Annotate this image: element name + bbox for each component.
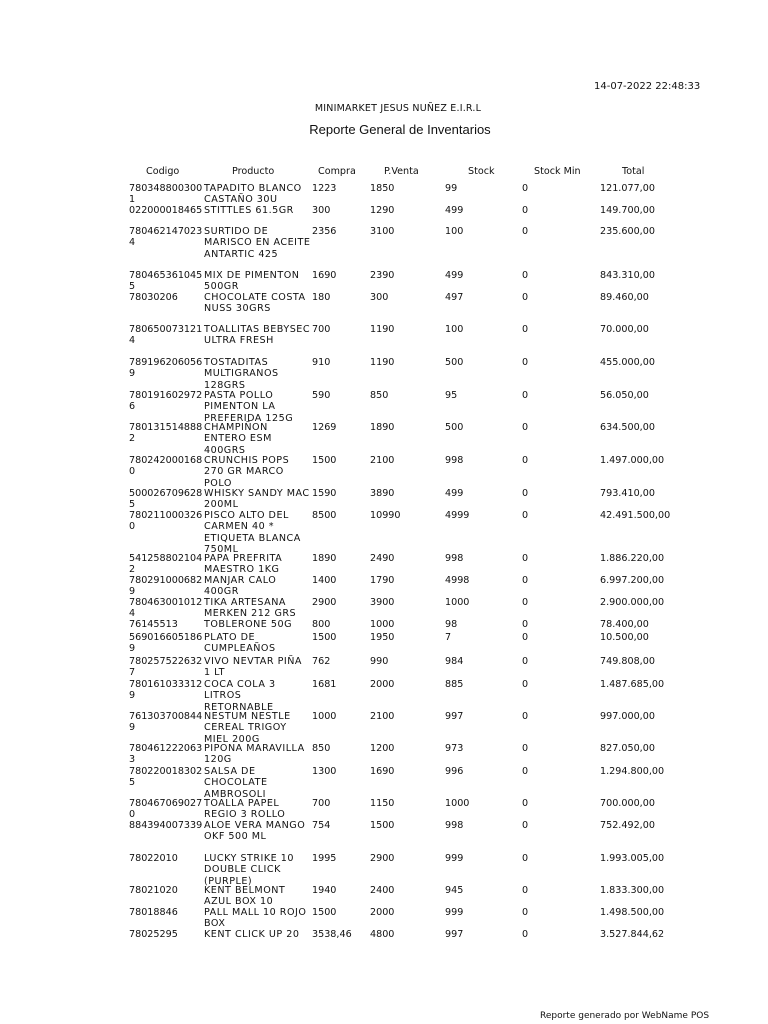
cell-stock-min: 0: [522, 820, 529, 831]
cell-producto: PIPONA MARAVILLA 120G: [204, 743, 305, 766]
cell-codigo: 780650073121 4: [129, 324, 203, 347]
cell-codigo: 780467069027 0: [129, 798, 203, 821]
cell-codigo: 780463001012 4: [129, 597, 203, 620]
cell-stock: 973: [445, 743, 464, 754]
report-title: Reporte General de Inventarios: [309, 122, 491, 137]
cell-compra: 1995: [312, 853, 337, 864]
cell-pventa: 2100: [370, 455, 395, 466]
cell-producto: TOSTADITAS MULTIGRANOS 128GRS: [204, 357, 279, 391]
cell-producto: TAPADITO BLANCO CASTAÑO 30U: [204, 183, 302, 206]
cell-codigo: 780291000682 9: [129, 575, 203, 598]
cell-stock-min: 0: [522, 270, 529, 281]
cell-stock: 1000: [445, 597, 470, 608]
cell-pventa: 3890: [370, 488, 395, 499]
cell-pventa: 1190: [370, 357, 395, 368]
cell-producto: KENT CLICK UP 20: [204, 929, 300, 940]
cell-producto: STITTLES 61.5GR: [204, 205, 294, 216]
cell-producto: TOALLA PAPEL REGIO 3 ROLLO: [204, 798, 286, 821]
cell-stock-min: 0: [522, 853, 529, 864]
cell-pventa: 850: [370, 390, 389, 401]
cell-total: 1.886.220,00: [600, 553, 665, 564]
cell-codigo: 780131514888 2: [129, 422, 203, 445]
cell-producto: WHISKY SANDY MAC 200ML: [204, 488, 310, 511]
cell-stock-min: 0: [522, 929, 529, 940]
cell-compra: 1690: [312, 270, 337, 281]
cell-compra: 1300: [312, 766, 337, 777]
cell-pventa: 2490: [370, 553, 395, 564]
cell-pventa: 990: [370, 656, 389, 667]
cell-stock: 500: [445, 357, 464, 368]
cell-codigo: 789196206056 9: [129, 357, 203, 380]
cell-producto: SURTIDO DE MARISCO EN ACEITE ANTARTIC 425: [204, 226, 311, 260]
cell-pventa: 1200: [370, 743, 395, 754]
cell-pventa: 1790: [370, 575, 395, 586]
cell-pventa: 1850: [370, 183, 395, 194]
cell-codigo: 78022010: [129, 853, 178, 864]
cell-total: 149.700,00: [600, 205, 655, 216]
cell-producto: COCA COLA 3 LITROS RETORNABLE: [204, 679, 276, 713]
cell-producto: PAPA PREFRITA MAESTRO 1KG: [204, 553, 283, 576]
cell-producto: PISCO ALTO DEL CARMEN 40 * ETIQUETA BLANCA 750ML: [204, 510, 301, 556]
cell-total: 455.000,00: [600, 357, 655, 368]
cell-total: 634.500,00: [600, 422, 655, 433]
cell-stock-min: 0: [522, 743, 529, 754]
cell-stock-min: 0: [522, 292, 529, 303]
cell-pventa: 2000: [370, 907, 395, 918]
cell-stock-min: 0: [522, 597, 529, 608]
cell-stock: 99: [445, 183, 458, 194]
cell-producto: MANJAR CALO 400GR: [204, 575, 277, 598]
cell-total: 1.497.000,00: [600, 455, 665, 466]
cell-total: 843.310,00: [600, 270, 655, 281]
cell-producto: TOALLITAS BEBYSEC ULTRA FRESH: [204, 324, 311, 347]
cell-producto: CRUNCHIS POPS 270 GR MARCO POLO: [204, 455, 290, 489]
cell-stock: 885: [445, 679, 464, 690]
cell-pventa: 2400: [370, 885, 395, 896]
cell-pventa: 10990: [370, 510, 401, 521]
cell-stock-min: 0: [522, 510, 529, 521]
header-codigo: Codigo: [146, 166, 180, 177]
cell-codigo: 76145513: [129, 619, 178, 630]
cell-compra: 8500: [312, 510, 337, 521]
header-stock: Stock: [468, 166, 495, 177]
cell-total: 700.000,00: [600, 798, 655, 809]
cell-pventa: 1500: [370, 820, 395, 831]
cell-pventa: 2000: [370, 679, 395, 690]
cell-compra: 300: [312, 205, 331, 216]
company-name: MINIMARKET JESUS NUÑEZ E.I.R.L: [314, 103, 482, 114]
cell-stock: 499: [445, 488, 464, 499]
cell-total: 10.500,00: [600, 632, 649, 643]
cell-compra: 1681: [312, 679, 337, 690]
cell-compra: 1500: [312, 907, 337, 918]
cell-stock-min: 0: [522, 766, 529, 777]
cell-compra: 800: [312, 619, 331, 630]
cell-total: 1.833.300,00: [600, 885, 665, 896]
cell-stock: 996: [445, 766, 464, 777]
cell-stock: 998: [445, 820, 464, 831]
cell-stock-min: 0: [522, 226, 529, 237]
cell-pventa: 2100: [370, 711, 395, 722]
cell-codigo: 884394007339: [129, 820, 203, 831]
cell-stock: 95: [445, 390, 458, 401]
cell-stock: 7: [445, 632, 452, 643]
cell-compra: 754: [312, 820, 331, 831]
cell-stock-min: 0: [522, 324, 529, 335]
cell-stock-min: 0: [522, 455, 529, 466]
cell-producto: SALSA DE CHOCOLATE AMBROSOLI: [204, 766, 268, 800]
cell-compra: 3538,46: [312, 929, 352, 940]
cell-compra: 2900: [312, 597, 337, 608]
cell-total: 6.997.200,00: [600, 575, 665, 586]
header-stock-min: Stock Min: [534, 166, 581, 177]
cell-stock: 500: [445, 422, 464, 433]
cell-compra: 1400: [312, 575, 337, 586]
cell-codigo: 541258802104 2: [129, 553, 203, 576]
cell-stock: 499: [445, 270, 464, 281]
cell-stock-min: 0: [522, 619, 529, 630]
cell-stock: 4998: [445, 575, 470, 586]
header-producto: Producto: [232, 166, 275, 177]
cell-total: 1.487.685,00: [600, 679, 665, 690]
cell-pventa: 1000: [370, 619, 395, 630]
cell-producto: PLATO DE CUMPLEAÑOS: [204, 632, 276, 655]
cell-codigo: 500026709628 5: [129, 488, 203, 511]
cell-codigo: 780220018302 5: [129, 766, 203, 789]
cell-stock: 999: [445, 907, 464, 918]
cell-pventa: 1290: [370, 205, 395, 216]
cell-stock-min: 0: [522, 575, 529, 586]
cell-producto: ALOE VERA MANGO OKF 500 ML: [204, 820, 306, 843]
cell-total: 827.050,00: [600, 743, 655, 754]
report-timestamp: 14-07-2022 22:48:33: [594, 81, 701, 92]
cell-codigo: 78021020: [129, 885, 178, 896]
cell-total: 1.498.500,00: [600, 907, 665, 918]
cell-compra: 762: [312, 656, 331, 667]
header-compra: Compra: [318, 166, 356, 177]
cell-codigo: 78030206: [129, 292, 178, 303]
cell-stock-min: 0: [522, 798, 529, 809]
cell-total: 749.808,00: [600, 656, 655, 667]
cell-stock-min: 0: [522, 357, 529, 368]
cell-total: 1.294.800,00: [600, 766, 665, 777]
cell-total: 121.077,00: [600, 183, 655, 194]
header-pventa: P.Venta: [384, 166, 419, 177]
cell-stock-min: 0: [522, 553, 529, 564]
cell-total: 70.000,00: [600, 324, 649, 335]
cell-codigo: 780242000168 0: [129, 455, 203, 478]
cell-total: 235.600,00: [600, 226, 655, 237]
cell-producto: TIKA ARTESANA MERKEN 212 GRS: [204, 597, 297, 620]
cell-producto: LUCKY STRIKE 10 DOUBLE CLICK (PURPLE): [204, 853, 295, 887]
cell-compra: 700: [312, 798, 331, 809]
report-footer: Reporte generado por WebName POS: [540, 1011, 710, 1021]
cell-compra: 1269: [312, 422, 337, 433]
cell-stock-min: 0: [522, 679, 529, 690]
cell-producto: MIX DE PIMENTON 500GR: [204, 270, 300, 293]
cell-producto: CHOCOLATE COSTA NUSS 30GRS: [204, 292, 306, 315]
cell-pventa: 3100: [370, 226, 395, 237]
cell-total: 3.527.844,62: [600, 929, 665, 940]
cell-codigo: 569016605186 9: [129, 632, 203, 655]
cell-compra: 1223: [312, 183, 337, 194]
cell-pventa: 1150: [370, 798, 395, 809]
cell-total: 793.410,00: [600, 488, 655, 499]
cell-compra: 850: [312, 743, 331, 754]
cell-producto: TOBLERONE 50G: [204, 619, 293, 630]
cell-total: 1.993.005,00: [600, 853, 665, 864]
cell-stock: 997: [445, 929, 464, 940]
cell-codigo: 780257522632 7: [129, 656, 203, 679]
cell-total: 752.492,00: [600, 820, 655, 831]
cell-stock-min: 0: [522, 907, 529, 918]
cell-stock-min: 0: [522, 656, 529, 667]
cell-stock: 4999: [445, 510, 470, 521]
cell-total: 997.000,00: [600, 711, 655, 722]
cell-stock-min: 0: [522, 183, 529, 194]
cell-stock: 998: [445, 455, 464, 466]
cell-codigo: 780465361045 5: [129, 270, 203, 293]
cell-stock: 945: [445, 885, 464, 896]
cell-codigo: 78025295: [129, 929, 178, 940]
cell-pventa: 1190: [370, 324, 395, 335]
cell-pventa: 2900: [370, 853, 395, 864]
cell-compra: 180: [312, 292, 331, 303]
cell-producto: KENT BELMONT AZUL BOX 10: [204, 885, 286, 908]
cell-stock: 499: [445, 205, 464, 216]
cell-producto: NESTUM NESTLE CEREAL TRIGOY MIEL 200G: [204, 711, 291, 745]
cell-total: 2.900.000,00: [600, 597, 665, 608]
cell-compra: 1000: [312, 711, 337, 722]
cell-stock-min: 0: [522, 390, 529, 401]
cell-stock-min: 0: [522, 422, 529, 433]
cell-compra: 700: [312, 324, 331, 335]
cell-stock: 497: [445, 292, 464, 303]
cell-codigo: 780191602972 6: [129, 390, 203, 413]
cell-producto: VIVO NEVTAR PIÑA 1 LT: [204, 656, 302, 679]
cell-compra: 1500: [312, 632, 337, 643]
cell-stock-min: 0: [522, 488, 529, 499]
cell-compra: 1890: [312, 553, 337, 564]
cell-stock-min: 0: [522, 205, 529, 216]
cell-stock: 997: [445, 711, 464, 722]
cell-codigo: 780348800300 1: [129, 183, 203, 206]
cell-pventa: 1950: [370, 632, 395, 643]
cell-codigo: 780161033312 9: [129, 679, 203, 702]
header-total: Total: [622, 166, 645, 177]
cell-compra: 590: [312, 390, 331, 401]
cell-stock: 999: [445, 853, 464, 864]
cell-stock-min: 0: [522, 885, 529, 896]
cell-codigo: 761303700844 9: [129, 711, 203, 734]
cell-pventa: 1890: [370, 422, 395, 433]
cell-codigo: 780211000326 0: [129, 510, 203, 533]
cell-compra: 2356: [312, 226, 337, 237]
cell-total: 89.460,00: [600, 292, 649, 303]
cell-producto: CHAMPIÑON ENTERO ESM 400GRS: [204, 422, 272, 456]
cell-stock-min: 0: [522, 711, 529, 722]
cell-pventa: 4800: [370, 929, 395, 940]
cell-stock: 998: [445, 553, 464, 564]
cell-pventa: 2390: [370, 270, 395, 281]
cell-compra: 1500: [312, 455, 337, 466]
cell-pventa: 3900: [370, 597, 395, 608]
cell-pventa: 1690: [370, 766, 395, 777]
cell-compra: 1940: [312, 885, 337, 896]
cell-stock-min: 0: [522, 632, 529, 643]
cell-compra: 910: [312, 357, 331, 368]
cell-producto: PALL MALL 10 ROJO BOX: [204, 907, 307, 930]
cell-stock: 100: [445, 226, 464, 237]
cell-stock: 1000: [445, 798, 470, 809]
cell-total: 42.491.500,00: [600, 510, 671, 521]
cell-producto: PASTA POLLO PIMENTON LA PREFERIDA 125G: [204, 390, 294, 424]
cell-stock: 984: [445, 656, 464, 667]
cell-pventa: 300: [370, 292, 389, 303]
cell-total: 78.400,00: [600, 619, 649, 630]
cell-codigo: 78018846: [129, 907, 178, 918]
cell-stock: 98: [445, 619, 458, 630]
cell-total: 56.050,00: [600, 390, 649, 401]
cell-stock: 100: [445, 324, 464, 335]
cell-compra: 1590: [312, 488, 337, 499]
cell-codigo: 780461222063 3: [129, 743, 203, 766]
cell-codigo: 022000018465: [129, 205, 203, 216]
cell-codigo: 780462147023 4: [129, 226, 203, 249]
